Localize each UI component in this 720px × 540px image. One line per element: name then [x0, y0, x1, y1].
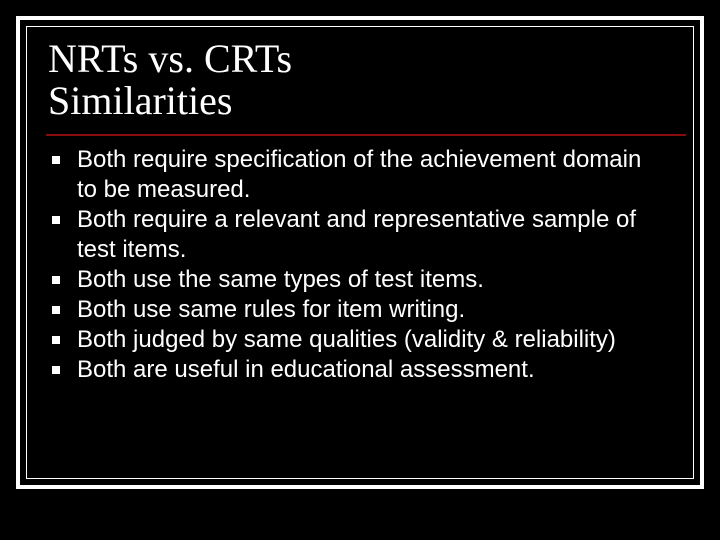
bullet-text: Both are useful in educational assessment. [77, 356, 535, 383]
bullet-text: Both use the same types of test items. [77, 266, 484, 293]
slide-title-line-1: NRTs vs. CRTs [48, 36, 293, 81]
bullet-text: Both judged by same qualities (validity & reliability) [77, 326, 616, 353]
bullet-text: Both require a relevant and representative sample of test items. [77, 206, 636, 263]
square-bullet-icon [52, 156, 60, 164]
square-bullet-icon [52, 366, 60, 374]
square-bullet-icon [52, 336, 60, 344]
square-bullet-icon [52, 276, 60, 284]
square-bullet-icon [52, 216, 60, 224]
bullet-list [50, 145, 650, 385]
bullet-item [50, 325, 650, 355]
square-bullet-icon [52, 306, 60, 314]
title-divider [46, 134, 686, 136]
slide-title [48, 38, 648, 122]
bullet-text: Both use same rules for item writing. [77, 296, 466, 323]
bullet-item [50, 355, 650, 385]
bullet-item [50, 205, 650, 265]
bullet-text: Both require specification of the achievement domain to be measured. [77, 146, 642, 203]
slide-title-line-2: Similarities [48, 78, 233, 123]
bullet-item [50, 145, 650, 205]
bullet-item [50, 265, 650, 295]
bullet-item [50, 295, 650, 325]
